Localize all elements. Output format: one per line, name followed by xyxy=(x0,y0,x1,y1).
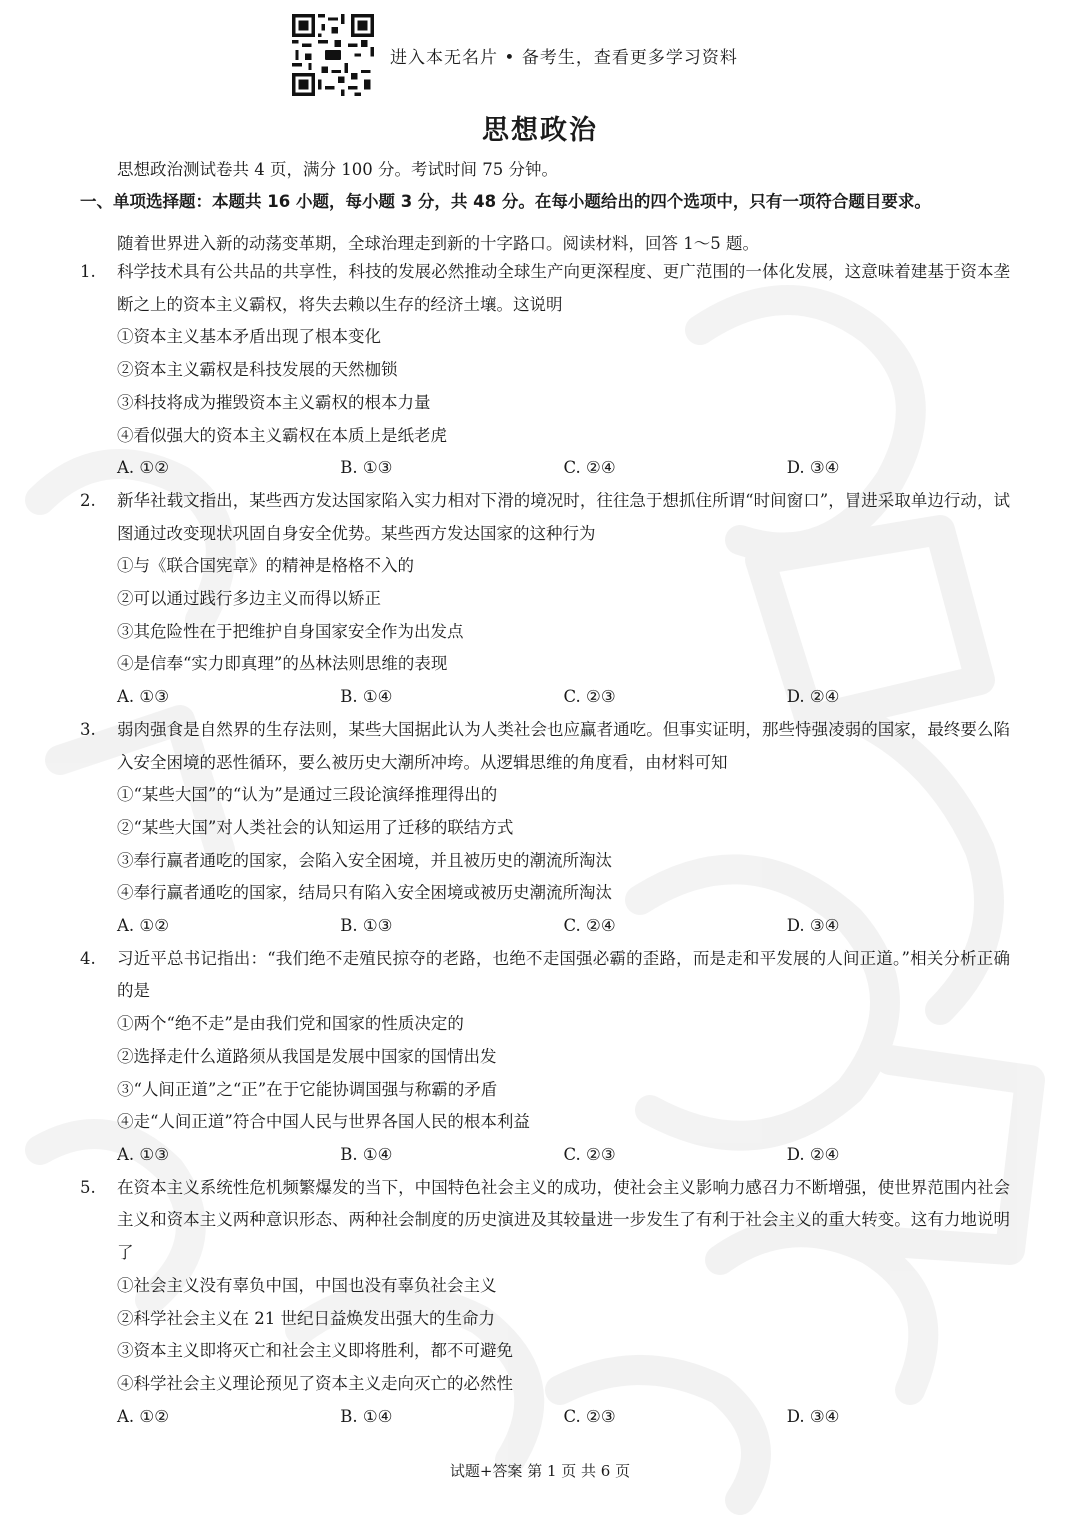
answer-choices xyxy=(117,910,1010,943)
page-footer: 试题+答案 第 1 页 共 6 页 xyxy=(449,1462,631,1480)
question-stem: 习近平总书记指出：“我们绝不走殖民掠夺的老路，也绝不走国强必霸的歪路，而是走和平发展的人间正道。”相关分析正确的是 xyxy=(117,948,1010,1001)
question-statement: ②资本主义霸权是科技发展的天然枷锁 xyxy=(117,360,398,380)
page-title: 思想政治 xyxy=(482,115,598,146)
question-item xyxy=(80,943,1010,1172)
qr-caption: 进入本无名片 • 备考生，查看更多学习资料 xyxy=(390,47,738,68)
question-list xyxy=(80,256,1010,1433)
question-statement: ①社会主义没有辜负中国，中国也没有辜负社会主义 xyxy=(117,1275,497,1295)
question-statement: ③其危险性在于把维护自身国家安全作为出发点 xyxy=(117,621,464,641)
question-statement: ③“人间正道”之“正”在于它能协调国强与称霸的矛盾 xyxy=(117,1079,498,1099)
question-number: 4. xyxy=(80,948,96,968)
answer-option[interactable]: D. ③④ xyxy=(786,458,840,478)
question-stem: 弱肉强食是自然界的生存法则，某些大国据此认为人类社会也应赢者通吃。但事实证明，那些恃强凌弱的国家，最终要么陷入安全困境的恶性循环，要么被历史大潮所冲垮。从逻辑思维的角度看，由材料可知 xyxy=(117,719,1010,772)
question-stem: 在资本主义系统性危机频繁爆发的当下，中国特色社会主义的成功，使社会主义影响力感召力不断增强，使世界范围内社会主义和资本主义两种意识形态、两种社会制度的历史演进及其较量进一步发生了有利于社会主义的重大转变。这有力地说明了 xyxy=(117,1177,1010,1263)
question-number: 3. xyxy=(80,719,96,739)
question-statement: ③奉行赢者通吃的国家，会陷入安全困境，并且被历史的潮流所淘汰 xyxy=(117,850,612,870)
answer-option[interactable]: C. ②③ xyxy=(563,687,616,707)
answer-option[interactable]: C. ②④ xyxy=(563,458,616,478)
answer-option[interactable]: D. ②④ xyxy=(786,1144,840,1164)
question-number: 5. xyxy=(80,1177,96,1197)
question-statement: ④奉行赢者通吃的国家，结局只有陷入安全困境或被历史潮流所淘汰 xyxy=(117,883,612,903)
question-item xyxy=(80,256,1010,485)
question-statement: ④走“人间正道”符合中国人民与世界各国人民的根本利益 xyxy=(117,1112,530,1132)
answer-choices xyxy=(117,681,1010,714)
question-stem: 科学技术具有公共品的共享性，科技的发展必然推动全球生产向更深程度、更广范围的一体化发展，这意味着建基于资本垄断之上的资本主义霸权，将失去赖以生存的经济土壤。这说明 xyxy=(117,262,1010,314)
answer-option[interactable]: A. ①② xyxy=(117,1406,169,1426)
question-number: 1. xyxy=(80,262,96,281)
header xyxy=(292,14,738,96)
answer-option[interactable]: D. ②④ xyxy=(786,687,840,707)
answer-option[interactable]: B. ①④ xyxy=(340,1144,393,1164)
question-statement: ③资本主义即将灭亡和社会主义即将胜利，都不可避免 xyxy=(117,1341,513,1361)
answer-choices xyxy=(117,1139,1010,1172)
question-stem: 新华社载文指出，某些西方发达国家陷入实力相对下滑的境况时，往往急于想抓住所谓“时间窗口”，冒进采取单边行动，试图通过改变现状巩固自身安全优势。某些西方发达国家的这种行为 xyxy=(117,490,1010,543)
question-statement: ③科技将成为摧毁资本主义霸权的根本力量 xyxy=(117,392,431,412)
question-item xyxy=(80,1172,1010,1434)
answer-option[interactable]: B. ①④ xyxy=(340,687,393,707)
question-statement: ①资本主义基本矛盾出现了根本变化 xyxy=(117,327,381,347)
answer-option[interactable]: A. ①② xyxy=(117,916,169,936)
answer-option[interactable]: C. ②③ xyxy=(563,1406,616,1426)
section-heading: 一、单项选择题：本题共 16 小题，每小题 3 分，共 48 分。在每小题给出的四个选项中，只有一项符合题目要求。 xyxy=(80,192,931,211)
answer-option[interactable]: C. ②④ xyxy=(563,916,616,936)
question-statement: ④是信奉“实力即真理”的丛林法则思维的表现 xyxy=(117,654,448,674)
question-statement: ①与《联合国宪章》的精神是格格不入的 xyxy=(117,556,414,576)
answer-option[interactable]: A. ①② xyxy=(117,458,169,478)
answer-option[interactable]: B. ①④ xyxy=(340,1406,393,1426)
question-statement: ④科学社会主义理论预见了资本主义走向灭亡的必然性 xyxy=(117,1373,513,1393)
question-statement: ②选择走什么道路须从我国是发展中国家的国情出发 xyxy=(117,1046,497,1066)
answer-option[interactable]: A. ①③ xyxy=(117,1144,169,1164)
question-statement: ①两个“绝不走”是由我们党和国家的性质决定的 xyxy=(117,1014,464,1034)
answer-option[interactable]: D. ③④ xyxy=(786,916,840,936)
exam-info: 思想政治测试卷共 4 页，满分 100 分。考试时间 75 分钟。 xyxy=(117,160,558,179)
qr-code-icon[interactable] xyxy=(292,14,374,96)
question-statement: ②“某些大国”对人类社会的认知运用了迁移的联结方式 xyxy=(117,817,514,837)
question-statement: ②可以通过践行多边主义而得以矫正 xyxy=(117,589,381,609)
answer-option[interactable]: B. ①③ xyxy=(340,916,393,936)
question-number: 2. xyxy=(80,490,96,510)
answer-option[interactable]: C. ②③ xyxy=(563,1144,616,1164)
answer-option[interactable]: A. ①③ xyxy=(117,687,169,707)
question-item xyxy=(80,714,1010,943)
question-item xyxy=(80,485,1010,714)
material-intro: 随着世界进入新的动荡变革期，全球治理走到新的十字路口。阅读材料，回答 1～5 题。 xyxy=(117,234,759,253)
answer-option[interactable]: D. ③④ xyxy=(786,1406,840,1426)
answer-option[interactable]: B. ①③ xyxy=(340,458,393,478)
answer-choices xyxy=(117,1401,1010,1434)
question-statement: ①“某些大国”的“认为”是通过三段论演绎推理得出的 xyxy=(117,785,498,805)
answer-choices xyxy=(117,452,1010,485)
question-statement: ②科学社会主义在 21 世纪日益焕发出强大的生命力 xyxy=(117,1308,495,1328)
question-statement: ④看似强大的资本主义霸权在本质上是纸老虎 xyxy=(117,425,447,445)
